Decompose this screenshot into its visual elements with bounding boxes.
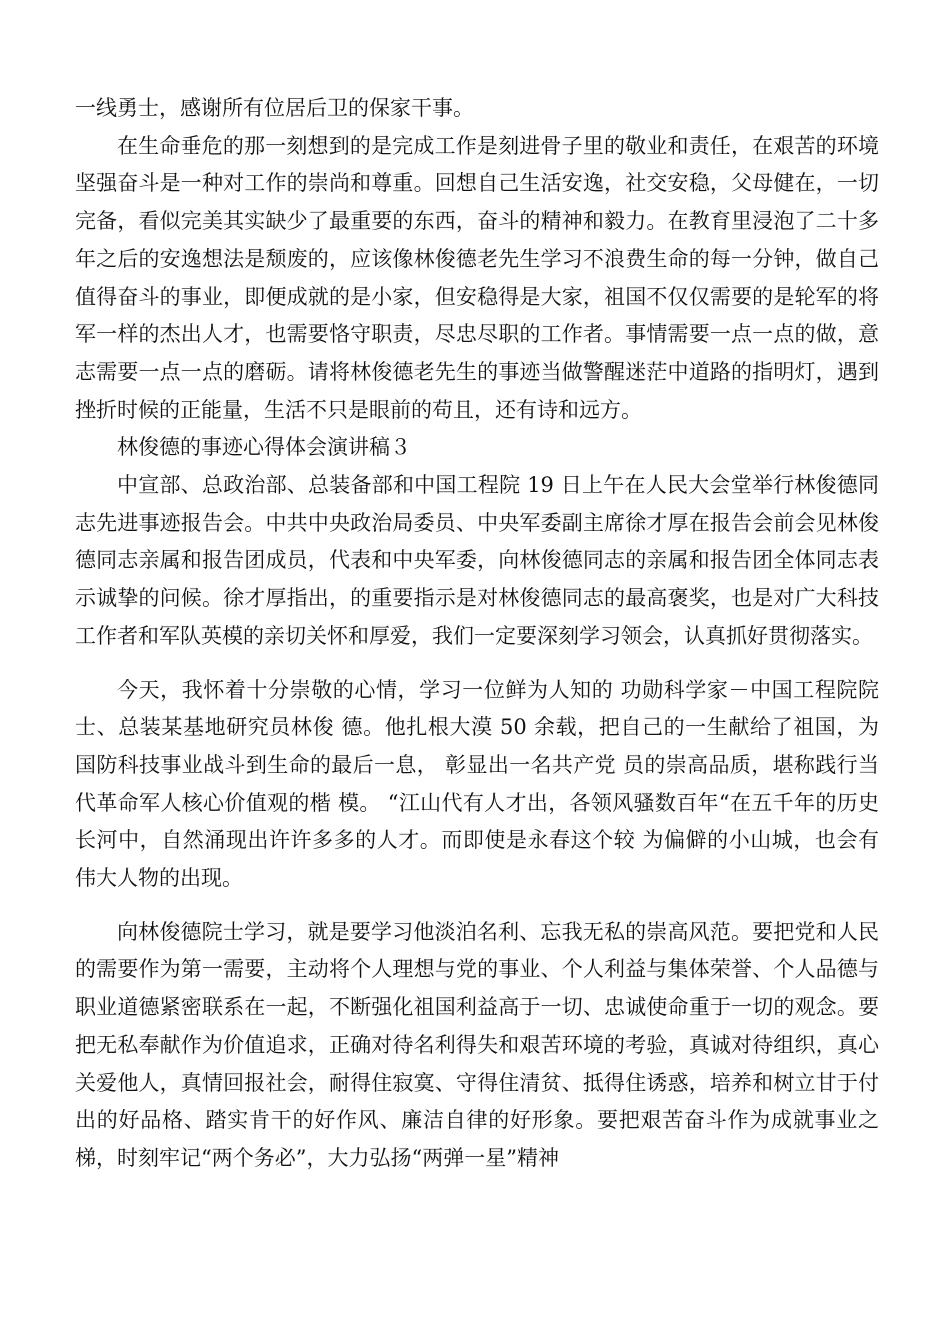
paragraph-reflection: 在生命垂危的那一刻想到的是完成工作是刻进骨子里的敬业和责任，在艰苦的环境坚强奋斗是一种对工作的崇尚和尊重。回想自己生活安逸，社交安稳，父母健在，一切完备，看似完美其实缺少了最重要的东西，奋斗的精神和毅力。在教育里浸泡了二十多年之后的安逸想法是颓废的，应该像林俊德老先生学习不浪费生命的每一分钟，做自己值得奋斗的事业，即便成就的是小家，但安稳得是大家，祖国不仅仅需要的是轮军的将军一样的杰出人才，也需要恪守职责，尽忠尽职的工作者。事情需要一点一点的做，意志需要一点一点的磨砺。请将林俊德老先生的事迹当做警醒迷茫中道路的指明灯，遇到挫折时候的正能量，生活不只是眼前的苟且，还有诗和远方。: [75, 133, 879, 422]
paragraph-learn: 向林俊德院士学习，就是要学习他淡泊名利、忘我无私的崇高风范。要把党和人民的需要作为第一需要，主动将个人理想与党的事业、个人利益与集体荣誉、个人品德与职业道德紧密联系在一起，不断强化祖国利益高于一切、忠诚使命重于一切的观念。要把无私奉献作为价值追求，正确对待名利得失和艰苦环境的考验，真诚对待组织，真心关爱他人，真情回报社会，耐得住寂寞、守得住清贫、抵得住诱惑，培养和树立甘于付出的好品格、踏实肯干的好作风、廉洁自律的好形象。要把艰苦奋斗作为成就事业之梯，时刻牢记“两个务必”，大力弘扬“两弹一星”精神: [75, 919, 879, 1170]
paragraph-continuation: 一线勇士，感谢所有位居后卫的保家干事。: [75, 96, 474, 120]
document-body: [75, 90, 879, 1178]
paragraph-today: 今天，我怀着十分崇敬的心情，学习一位鲜为人知的 功勋科学家－中国工程院院士、总装某基地研究员林俊 德。他扎根大漠 50 余载，把自己的一生献给了祖国，为 国防科技事业战斗到生命的最后一息， 彰显出一名共产党 员的崇高品质，堪称践行当代革命军人核心价值观的楷 模。 “江山代有人才出，各领风骚数百年“在五千年的历史 长河中，自然涌现出许许多多的人才。而即使是永春这个较 为偏僻的小山城，也会有伟大人物的出现。: [75, 677, 880, 891]
section-heading: 林俊德的事迹心得体会演讲稿３: [117, 435, 411, 460]
paragraph-report-meeting: 中宣部、总政治部、总装备部和中国工程院 19 日上午在人民大会堂举行林俊德同志先进事迹报告会。中共中央政治局委员、中央军委副主席徐才厚在报告会前会见林俊德同志亲属和报告团成员，代表和中央军委，向林俊德同志的亲属和报告团全体同志表示诚挚的问候。徐才厚指出，的重要指示是对林俊德同志的最高褒奖，也是对广大科技工作者和军队英模的亲切关怀和厚爱，我们一定要深刻学习领会，认真抓好贯彻落实。: [75, 473, 879, 648]
